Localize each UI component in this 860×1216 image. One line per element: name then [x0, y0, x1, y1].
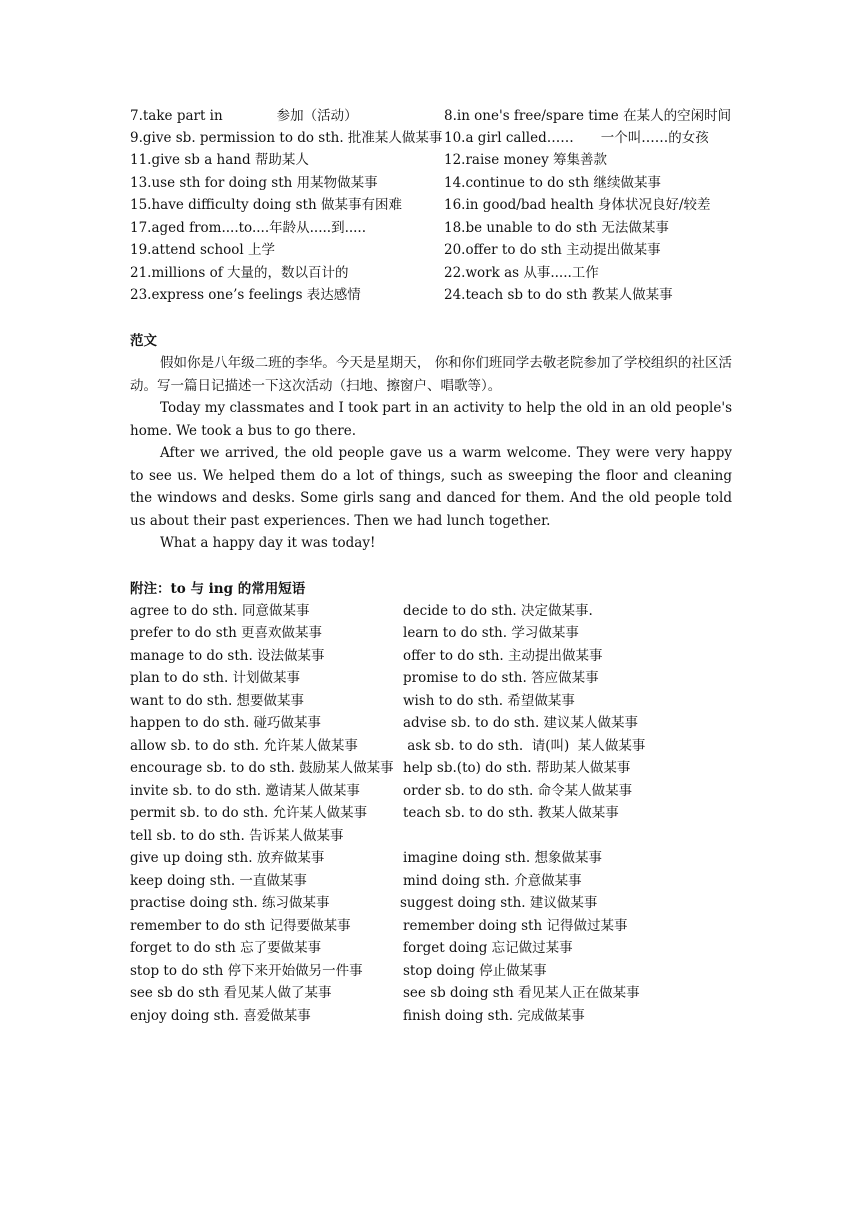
phrase-row — [130, 262, 740, 284]
appendix-left: forget to do sth 忘了要做某事 — [130, 940, 322, 956]
appendix-row — [130, 892, 730, 914]
appendix-right: promise to do sth. 答应做某事 — [403, 670, 599, 686]
essay-paragraph — [130, 397, 732, 442]
essay-paragraph-text: After we arrived, the old people gave us a warm welcome. They were very happy to see us. We helped them do a lot of things, such as sweeping the floor and cleaning the windows and desks. Some girls sang and danced for them. And the old people told us about their past experiences. Then we had lunch together. — [130, 445, 732, 529]
phrase-right: 8.in one's free/spare time 在某人的空闲时间 — [444, 108, 732, 124]
phrase-right: 24.teach sb to do sth 教某人做某事 — [444, 287, 673, 303]
phrase-row — [130, 217, 740, 239]
phrase-row — [130, 172, 740, 194]
phrase-left: 17.aged from....to....年龄从.....到..... — [130, 220, 367, 236]
phrase-row — [130, 149, 740, 171]
appendix-row — [130, 690, 730, 712]
phrase-right: 22.work as 从事.....工作 — [444, 265, 599, 281]
appendix-heading: 附注：to 与 ing 的常用短语 — [130, 581, 306, 597]
appendix-right: imagine doing sth. 想象做某事 — [403, 850, 602, 866]
appendix-left: give up doing sth. 放弃做某事 — [130, 850, 325, 866]
essay-paragraph — [130, 442, 732, 532]
appendix-row — [130, 960, 730, 982]
essay-prompt-text: 假如你是八年级二班的李华。今天是星期天， 你和你们班同学去敬老院参加了学校组织的社区活动。写一篇日记描述一下这次活动（扫地、擦窗户、唱歌等）。 — [130, 355, 732, 394]
appendix-right: stop doing 停止做某事 — [403, 963, 547, 979]
appendix-left: allow sb. to do sth. 允许某人做某事 — [130, 738, 358, 754]
phrase-right: 20.offer to do sth 主动提出做某事 — [444, 242, 661, 258]
appendix-row — [130, 870, 730, 892]
appendix-right: advise sb. to do sth. 建议某人做某事 — [403, 715, 639, 731]
appendix-row — [130, 757, 730, 779]
phrase-left: 9.give sb. permission to do sth. 批准某人做某事 — [130, 130, 443, 146]
phrase-row — [130, 194, 740, 216]
appendix-row — [130, 622, 730, 644]
appendix-row — [130, 982, 730, 1004]
appendix-right: forget doing 忘记做过某事 — [403, 940, 573, 956]
appendix-left: manage to do sth. 设法做某事 — [130, 648, 325, 664]
appendix-left: stop to do sth 停下来开始做另一件事 — [130, 963, 363, 979]
appendix-left: practise doing sth. 练习做某事 — [130, 895, 330, 911]
appendix-left: enjoy doing sth. 喜爱做某事 — [130, 1008, 311, 1024]
appendix-row — [130, 937, 730, 959]
essay-paragraph — [130, 532, 732, 555]
appendix-right: teach sb. to do sth. 教某人做某事 — [403, 805, 619, 821]
appendix-row — [130, 712, 730, 734]
appendix-right: ask sb. to do sth. 请(叫) 某人做某事 — [403, 738, 646, 754]
appendix-right: mind doing sth. 介意做某事 — [403, 873, 582, 889]
appendix-left: plan to do sth. 计划做某事 — [130, 670, 301, 686]
phrase-right: 18.be unable to do sth 无法做某事 — [444, 220, 669, 236]
appendix-row — [130, 780, 730, 802]
appendix-right: see sb doing sth 看见某人正在做某事 — [403, 985, 640, 1001]
appendix-left: prefer to do sth 更喜欢做某事 — [130, 625, 323, 641]
appendix-row — [130, 802, 730, 824]
phrase-right: 16.in good/bad health 身体状况良好/较差 — [444, 197, 711, 213]
phrase-left: 19.attend school 上学 — [130, 242, 276, 258]
appendix-right: wish to do sth. 希望做某事 — [403, 693, 575, 709]
appendix-right: suggest doing sth. 建议做某事 — [400, 895, 598, 911]
phrase-left: 7.take part in 参加（活动） — [130, 108, 358, 124]
appendix-left: agree to do sth. 同意做某事 — [130, 603, 310, 619]
appendix-row — [130, 825, 730, 847]
appendix-row — [130, 915, 730, 937]
phrase-left: 13.use sth for doing sth 用某物做某事 — [130, 175, 378, 191]
appendix-row — [130, 1005, 730, 1027]
appendix-left: tell sb. to do sth. 告诉某人做某事 — [130, 828, 344, 844]
phrase-row — [130, 284, 740, 306]
appendix-right: remember doing sth 记得做过某事 — [403, 918, 628, 934]
appendix-right: decide to do sth. 决定做某事. — [403, 603, 593, 619]
phrase-right: 12.raise money 筹集善款 — [444, 152, 608, 168]
phrase-row — [130, 239, 740, 261]
appendix-left: invite sb. to do sth. 邀请某人做某事 — [130, 783, 360, 799]
phrase-left: 15.have difficulty doing sth 做某事有困难 — [130, 197, 402, 213]
appendix-right: order sb. to do sth. 命令某人做某事 — [403, 783, 633, 799]
phrase-left: 11.give sb a hand 帮助某人 — [130, 152, 309, 168]
phrase-row — [130, 127, 740, 149]
essay-paragraph-text: Today my classmates and I took part in an activity to help the old in an old people's home. We took a bus to go there. — [130, 400, 732, 439]
appendix-right: offer to do sth. 主动提出做某事 — [403, 648, 603, 664]
phrase-right: 14.continue to do sth 继续做某事 — [444, 175, 662, 191]
appendix-left: happen to do sth. 碰巧做某事 — [130, 715, 322, 731]
phrase-right: 10.a girl called…… 一个叫……的女孩 — [444, 130, 709, 146]
appendix-left: permit sb. to do sth. 允许某人做某事 — [130, 805, 368, 821]
essay-heading: 范文 — [130, 333, 157, 349]
phrase-left: 23.express one’s feelings 表达感情 — [130, 287, 361, 303]
phrase-left: 21.millions of 大量的，数以百计的 — [130, 265, 349, 281]
appendix-row — [130, 735, 730, 757]
appendix-left: encourage sb. to do sth. 鼓励某人做某事 — [130, 760, 394, 776]
appendix-left: keep doing sth. 一直做某事 — [130, 873, 307, 889]
appendix-left: see sb do sth 看见某人做了某事 — [130, 985, 332, 1001]
appendix-right: help sb.(to) do sth. 帮助某人做某事 — [403, 760, 631, 776]
essay-prompt — [130, 352, 732, 397]
appendix-row — [130, 847, 730, 869]
appendix-right: finish doing sth. 完成做某事 — [403, 1008, 585, 1024]
essay-paragraph-text: What a happy day it was today! — [160, 535, 376, 551]
appendix-left: want to do sth. 想要做某事 — [130, 693, 305, 709]
appendix-right: learn to do sth. 学习做某事 — [403, 625, 579, 641]
appendix-row — [130, 645, 730, 667]
appendix-left: remember to do sth 记得要做某事 — [130, 918, 351, 934]
appendix-row — [130, 600, 730, 622]
phrase-row — [130, 105, 740, 127]
appendix-row — [130, 667, 730, 689]
